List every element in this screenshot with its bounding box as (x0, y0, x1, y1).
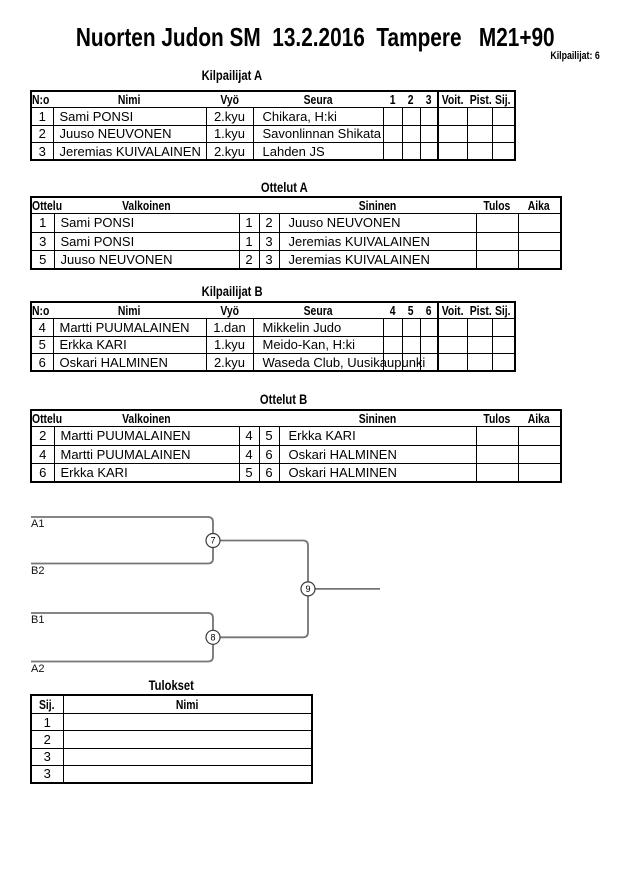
placement-cell (492, 354, 515, 372)
placement-number: 2 (31, 731, 63, 748)
competitor-name: Jeremias KUIVALAINEN (53, 143, 206, 161)
col-header-vyo (206, 302, 253, 319)
col-header-sininen (279, 410, 476, 427)
competitor-belt: 2.kyu (206, 108, 253, 126)
col-header-aika-text: Aika (528, 198, 550, 213)
kilpailijat-b-table (30, 301, 516, 372)
col-header-white-number (239, 410, 259, 427)
white-player-number: 4 (239, 427, 259, 446)
white-player-name: Martti PUUMALAINEN (54, 445, 239, 464)
result-cell (476, 251, 518, 270)
col-header-blue-number (259, 197, 279, 214)
section-heading-ottelut-a (84, 179, 484, 195)
white-player-name: Martti PUUMALAINEN (54, 427, 239, 446)
section-heading-ottelut-b (84, 391, 484, 407)
bracket-slot-a1: A1 (31, 518, 45, 530)
col-header-sij (31, 695, 63, 714)
white-player-name: Juuso NEUVONEN (54, 251, 239, 270)
blue-player-number: 6 (259, 464, 279, 483)
col-header-no-text: N:o (32, 92, 50, 107)
match-score-cell (402, 125, 420, 143)
result-cell (476, 232, 518, 251)
col-header-pist-text: Pist. (469, 92, 492, 107)
col-header-tulos-text: Tulos (483, 198, 511, 213)
white-player-number: 4 (239, 445, 259, 464)
wins-cell (438, 336, 467, 354)
section-heading-kilpailijat-a (32, 67, 432, 83)
col-header-match5-text: 5 (408, 303, 414, 318)
col-header-pist-text: Pist. (469, 303, 492, 318)
match-row (31, 214, 561, 233)
competitor-club: Lahden JS (253, 143, 383, 161)
competitor-name: Juuso NEUVONEN (53, 125, 206, 143)
blue-player-name: Jeremias KUIVALAINEN (279, 232, 476, 251)
match-score-cell (402, 108, 420, 126)
col-header-nimi (53, 302, 206, 319)
col-header-voit (438, 302, 467, 319)
competitor-belt: 1.dan (206, 319, 253, 337)
time-cell (518, 445, 561, 464)
blue-player-number: 2 (259, 214, 279, 233)
match-row (31, 427, 561, 446)
col-header-sij (492, 91, 515, 108)
competitor-number: 4 (31, 319, 53, 337)
competitor-row (31, 108, 515, 126)
competitor-row (31, 336, 515, 354)
col-header-aika (518, 410, 561, 427)
match-number: 6 (31, 464, 54, 483)
points-cell (467, 354, 492, 372)
blue-player-number: 6 (259, 445, 279, 464)
wins-cell (438, 108, 467, 126)
col-header-voit-text: Voit. (442, 92, 464, 107)
competitor-club: Mikkelin Judo (253, 319, 383, 337)
section-heading-kilpailijat-b-text: Kilpailijat B (201, 283, 263, 299)
competitor-club: Meido-Kan, H:ki (253, 336, 383, 354)
time-cell (518, 251, 561, 270)
result-row (31, 748, 312, 765)
bracket-line-semifinal-bottom (31, 613, 216, 662)
col-header-ottelu (31, 197, 63, 214)
final-bracket-diagram (0, 500, 400, 680)
points-cell (467, 336, 492, 354)
competitor-row (31, 143, 515, 161)
col-header-match4 (383, 302, 402, 319)
bracket-node-9-number: 9 (305, 584, 311, 595)
participants-count (360, 50, 600, 62)
placement-number: 3 (31, 765, 63, 782)
match-score-cell (420, 125, 438, 143)
competitor-number: 3 (31, 143, 53, 161)
match-score-cell (402, 336, 420, 354)
match-row (31, 232, 561, 251)
bracket-slot-b1: B1 (31, 614, 45, 626)
wins-cell (438, 143, 467, 161)
col-header-match3-text: 3 (425, 92, 432, 107)
section-heading-ottelut-a-text: Ottelut A (260, 179, 308, 195)
match-score-cell (402, 143, 420, 161)
col-header-match1 (383, 91, 402, 108)
col-header-vyo-text: Vyö (220, 303, 239, 318)
placement-name-cell (63, 765, 312, 782)
competitor-number: 2 (31, 125, 53, 143)
match-score-cell (383, 319, 402, 337)
competitor-row (31, 319, 515, 337)
col-header-nimi-text: Nimi (118, 303, 141, 318)
col-header-vyo (206, 91, 253, 108)
blue-player-name: Juuso NEUVONEN (279, 214, 476, 233)
placement-name-cell (63, 748, 312, 765)
placement-cell (492, 143, 515, 161)
col-header-ottelu-text: Ottelu (32, 198, 63, 213)
col-header-voit (438, 91, 467, 108)
match-score-cell (420, 319, 438, 337)
time-cell (518, 232, 561, 251)
col-header-sij (492, 302, 515, 319)
white-player-name: Erkka KARI (54, 464, 239, 483)
match-score-cell (383, 108, 402, 126)
white-player-name: Sami PONSI (54, 232, 239, 251)
col-header-blue-number (259, 410, 279, 427)
result-row (31, 714, 312, 731)
competitor-number: 5 (31, 336, 53, 354)
col-header-valkoinen-text: Valkoinen (122, 411, 171, 426)
col-header-seura-text: Seura (303, 303, 333, 318)
time-cell (518, 214, 561, 233)
white-player-name: Sami PONSI (54, 214, 239, 233)
time-cell (518, 427, 561, 446)
col-header-match3 (420, 91, 438, 108)
match-number: 1 (31, 214, 54, 233)
wins-cell (438, 125, 467, 143)
competitor-name: Erkka KARI (53, 336, 206, 354)
col-header-match6 (420, 302, 438, 319)
placement-number: 1 (31, 714, 63, 731)
match-score-cell (420, 143, 438, 161)
competitor-belt: 1.kyu (206, 125, 253, 143)
col-header-voit-text: Voit. (442, 303, 464, 318)
bracket-node-8-number: 8 (210, 632, 216, 643)
col-header-ottelu (31, 410, 63, 427)
col-header-ottelu-text: Ottelu (32, 411, 63, 426)
match-number: 3 (31, 232, 54, 251)
match-row (31, 251, 561, 270)
section-heading-ottelut-b-text: Ottelut B (260, 391, 308, 407)
page-title (9, 22, 621, 53)
col-header-nimi (63, 695, 312, 714)
col-header-sij-text: Sij. (495, 303, 511, 318)
col-header-match2 (402, 91, 420, 108)
match-number: 5 (31, 251, 54, 270)
points-cell (467, 108, 492, 126)
section-heading-tulokset (0, 677, 371, 693)
match-row (31, 445, 561, 464)
ottelut-a-table (30, 196, 562, 270)
col-header-match4-text: 4 (389, 303, 396, 318)
result-cell (476, 214, 518, 233)
bracket-slot-b2: B2 (31, 565, 45, 577)
competitor-number: 6 (31, 354, 53, 372)
white-player-number: 1 (239, 214, 259, 233)
match-number: 4 (31, 445, 54, 464)
col-header-pist (467, 302, 492, 319)
col-header-sininen (279, 197, 476, 214)
competitor-name: Martti PUUMALAINEN (53, 319, 206, 337)
placement-cell (492, 336, 515, 354)
competitor-belt: 2.kyu (206, 143, 253, 161)
blue-player-number: 3 (259, 251, 279, 270)
col-header-no (31, 91, 53, 108)
col-header-match6-text: 6 (425, 303, 432, 318)
placement-cell (492, 108, 515, 126)
col-header-seura (253, 91, 383, 108)
competitor-club: Savonlinnan Shikata (253, 125, 383, 143)
col-header-no-text: N:o (32, 303, 50, 318)
match-score-cell (383, 125, 402, 143)
match-row (31, 464, 561, 483)
col-header-aika-text: Aika (528, 411, 550, 426)
col-header-valkoinen (54, 410, 239, 427)
competitor-name: Oskari HALMINEN (53, 354, 206, 372)
tulokset-table (30, 694, 313, 784)
kilpailijat-a-table (30, 90, 516, 161)
col-header-match5 (402, 302, 420, 319)
competitor-club: Chikara, H:ki (253, 108, 383, 126)
match-score-cell (420, 336, 438, 354)
points-cell (467, 125, 492, 143)
col-header-tulos (476, 197, 518, 214)
match-score-cell (420, 108, 438, 126)
col-header-no (31, 302, 53, 319)
wins-cell (438, 319, 467, 337)
points-cell (467, 319, 492, 337)
blue-player-number: 5 (259, 427, 279, 446)
col-header-sininen-text: Sininen (358, 411, 397, 426)
participants-count-text: Kilpailijat: 6 (550, 50, 600, 62)
col-header-sininen-text: Sininen (358, 198, 397, 213)
match-number: 2 (31, 427, 54, 446)
match-score-cell (383, 143, 402, 161)
white-player-number: 2 (239, 251, 259, 270)
bracket-node-7-number: 7 (210, 535, 216, 546)
col-header-pist (467, 91, 492, 108)
col-header-valkoinen (54, 197, 239, 214)
col-header-valkoinen-text: Valkoinen (122, 198, 171, 213)
bracket-line-final (213, 541, 311, 638)
competitor-row (31, 354, 515, 372)
match-score-cell (402, 319, 420, 337)
competitor-row (31, 125, 515, 143)
col-header-tulos (476, 410, 518, 427)
col-header-tulos-text: Tulos (483, 411, 511, 426)
ottelut-b-table (30, 409, 562, 483)
result-cell (476, 427, 518, 446)
col-header-nimi (53, 91, 206, 108)
competitor-belt: 1.kyu (206, 336, 253, 354)
col-header-sij-text: Sij. (495, 92, 511, 107)
result-row (31, 765, 312, 782)
col-header-nimi-text: Nimi (118, 92, 141, 107)
competitor-belt: 2.kyu (206, 354, 253, 372)
result-cell (476, 464, 518, 483)
col-header-white-number (239, 197, 259, 214)
page-title-text: Nuorten Judon SM 13.2.2016 Tampere M21+90 (75, 22, 555, 52)
match-score-cell (383, 336, 402, 354)
section-heading-tulokset-text: Tulokset (148, 677, 194, 693)
section-heading-kilpailijat-b (32, 283, 432, 299)
col-header-aika (518, 197, 561, 214)
placement-name-cell (63, 731, 312, 748)
col-header-match1-text: 1 (389, 92, 396, 107)
placement-name-cell (63, 714, 312, 731)
placement-cell (492, 125, 515, 143)
blue-player-name: Oskari HALMINEN (279, 445, 476, 464)
col-header-sij-text: Sij. (39, 697, 56, 712)
competitor-club: Waseda Club, Uusikaupunki (253, 354, 383, 372)
col-header-vyo-text: Vyö (220, 92, 239, 107)
col-header-seura (253, 302, 383, 319)
white-player-number: 1 (239, 232, 259, 251)
blue-player-number: 3 (259, 232, 279, 251)
result-cell (476, 445, 518, 464)
blue-player-name: Erkka KARI (279, 427, 476, 446)
competitor-number: 1 (31, 108, 53, 126)
col-header-match2-text: 2 (408, 92, 414, 107)
placement-number: 3 (31, 748, 63, 765)
blue-player-name: Jeremias KUIVALAINEN (279, 251, 476, 270)
col-header-seura-text: Seura (303, 92, 333, 107)
section-heading-kilpailijat-a-text: Kilpailijat A (201, 67, 263, 83)
wins-cell (438, 354, 467, 372)
result-row (31, 731, 312, 748)
time-cell (518, 464, 561, 483)
bracket-line-semifinal-top (31, 517, 216, 564)
bracket-slot-a2: A2 (31, 663, 45, 675)
white-player-number: 5 (239, 464, 259, 483)
points-cell (467, 143, 492, 161)
competitor-name: Sami PONSI (53, 108, 206, 126)
placement-cell (492, 319, 515, 337)
col-header-nimi-text: Nimi (175, 697, 199, 712)
blue-player-name: Oskari HALMINEN (279, 464, 476, 483)
